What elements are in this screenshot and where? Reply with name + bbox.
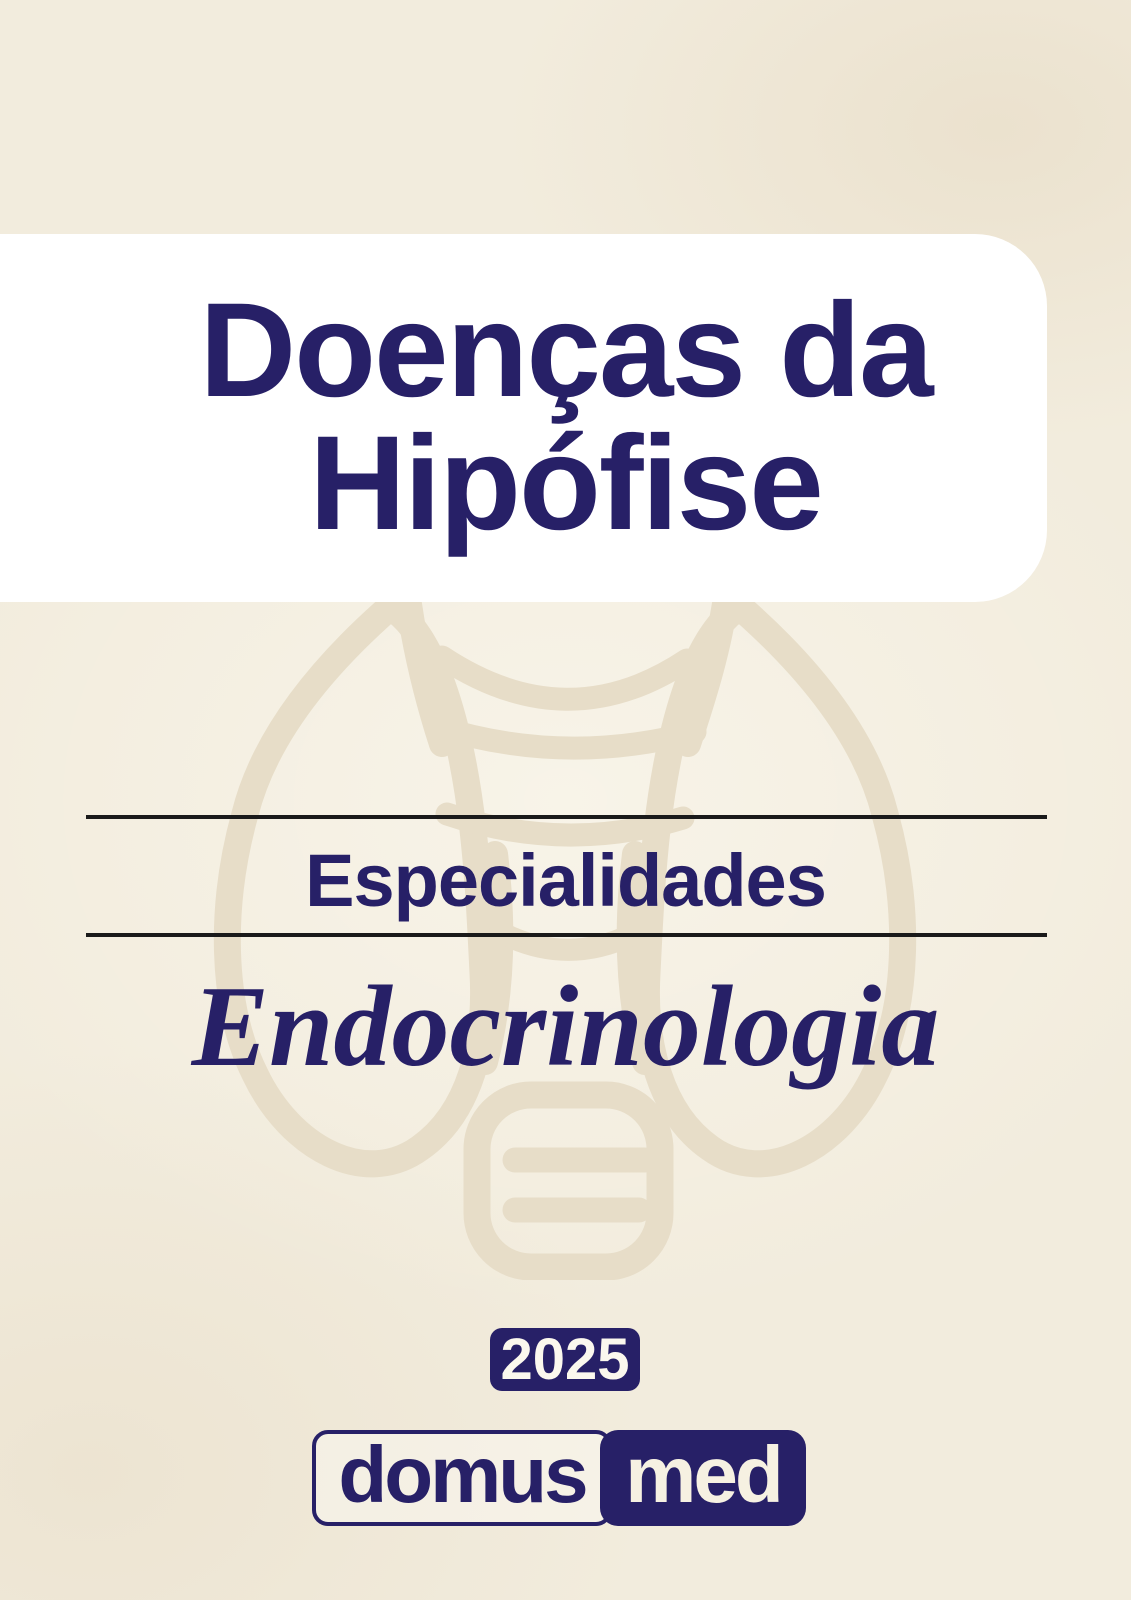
year-badge (490, 1328, 640, 1391)
brand-logo (312, 1430, 806, 1526)
brand-domus-label: domus (338, 1430, 586, 1519)
page-title (0, 234, 1131, 602)
brand-med-label: med (625, 1430, 781, 1519)
divider-bottom (86, 933, 1047, 937)
thyroid-watermark-icon (195, 602, 935, 1280)
brand-med-box (600, 1430, 806, 1526)
title-line-1: Doenças da (199, 276, 932, 426)
brand-domus-box (312, 1430, 612, 1526)
title-line-2: Hipófise (309, 409, 822, 558)
divider-top (86, 815, 1047, 819)
specialty-title: Endocrinologia (191, 963, 940, 1091)
year-label: 2025 (500, 1327, 630, 1392)
section-label: Especialidades (305, 839, 826, 922)
